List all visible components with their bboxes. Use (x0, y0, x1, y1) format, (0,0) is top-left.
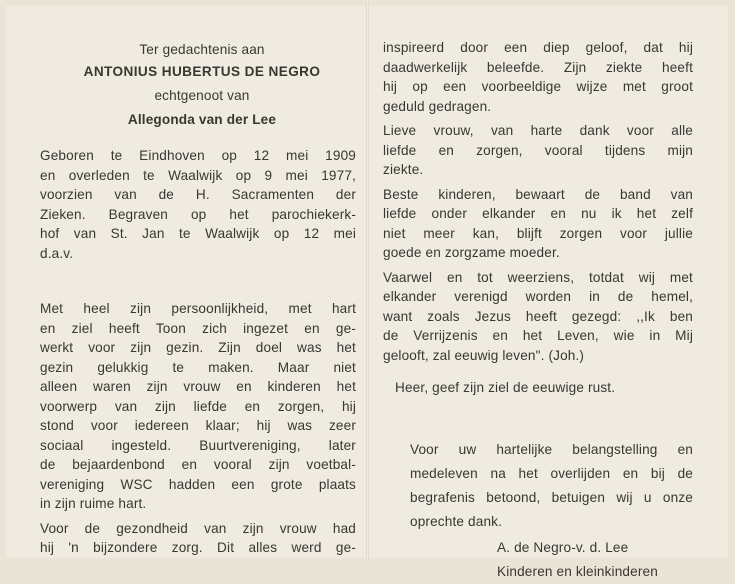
bio-line: Geboren te Eindhoven op 12 mei 1909 (40, 148, 356, 163)
text-line: ziekte. (383, 162, 424, 177)
tribute-line: werkt voor zijn gezin. Zijn doel was het (40, 340, 356, 355)
signature-family: Kinderen en kleinkinderen (497, 563, 658, 579)
text-line: gelooft, zal eeuwig leven". (Joh.) (383, 347, 585, 363)
bio-line: voorzien van de H. Sacramenten der (40, 187, 356, 202)
left-page (40, 40, 356, 558)
card-fold-line (366, 0, 369, 563)
bio-line: Zieken. Begraven op het parochiekerk- (40, 206, 356, 222)
tribute-line: Met heel zijn persoonlijkheid, met hart (40, 301, 356, 316)
text-line: want zoals Jezus heeft gezegd: ,,Ik ben (383, 308, 693, 324)
text-line: medeleven na het overlijden en bij de (410, 465, 693, 481)
memorial-header (40, 40, 356, 132)
tribute-line: alleen waren zijn vrouw en kinderen het (40, 379, 356, 394)
text-line: elkander verenigd worden in de hemel, (383, 289, 693, 304)
thanks-paragraph (383, 438, 693, 534)
text-line: hij op een voorbeeldige wijze met groot (383, 79, 693, 94)
text-line: Beste kinderen, bewaart de band van (383, 186, 693, 202)
signature-widow: A. de Negro-v. d. Lee (497, 539, 629, 555)
text-line: geduld gedragen. (383, 98, 492, 114)
tribute-line: vereniging WSC hadden een grote plaats (40, 476, 356, 492)
tribute-paragraph-1 (40, 299, 356, 514)
text-line: Lieve vrouw, van harte dank voor alle (383, 123, 693, 138)
children-paragraph (383, 185, 693, 263)
deceased-name: ANTONIUS HUBERTUS DE NEGRO (83, 64, 321, 79)
tribute-line: in zijn ruime hart. (40, 496, 147, 511)
tribute-line: stond voor iedereen klaar; hij was zeer (40, 418, 356, 433)
right-page (383, 38, 693, 584)
text-line: Vaarwel en tot weerziens, totdat wij met (383, 269, 693, 285)
text-line: inspireerd door een diep geloof, dat hij (383, 40, 693, 55)
header-relation: echtgenoot van (154, 88, 250, 103)
faith-paragraph (383, 38, 693, 116)
bio-line: en overleden te Waalwijk op 9 mei 1977, (40, 167, 356, 183)
tribute-line: en ziel heeft Toon zich ingezet en ge- (40, 320, 356, 336)
text-line: liefde onder elkander en nu ik het zelf (383, 206, 693, 221)
prayer-line: Heer, geef zijn ziel de eeuwige rust. (395, 380, 616, 395)
text-line: begrafenis betoond, betuigen wij u onze (410, 489, 693, 505)
header-intro: Ter gedachtenis aan (139, 42, 265, 57)
farewell-paragraph (383, 268, 693, 366)
biography-paragraph (40, 146, 356, 263)
text-line: niet meer kan, blijft zorgen voor jullie (383, 225, 693, 241)
wife-paragraph (383, 121, 693, 180)
text-line: liefde en zorgen, vooral tijdens mijn (383, 142, 693, 158)
text-line: goede en zorgzame moeder. (383, 245, 560, 260)
tribute-line: gezin gelukkig te maken. Maar niet (40, 359, 356, 375)
tribute-line: Voor de gezondheid van zijn vrouw had (40, 520, 356, 536)
tribute-paragraph-2 (40, 519, 356, 558)
spouse-name: Allegonda van der Lee (127, 112, 277, 127)
tribute-line: sociaal ingesteld. Buurtvereniging, later (40, 437, 356, 453)
text-line: Voor uw hartelijke belangstelling en (410, 441, 693, 457)
tribute-line: hij 'n bijzondere zorg. Dit alles werd ge- (40, 540, 356, 555)
tribute-line: de bejaardenbond en vooral zijn voetbal- (40, 457, 356, 472)
tribute-line: voorwerp van zijn liefde en zorgen, hij (40, 398, 356, 414)
text-line: daadwerkelijk beleefde. Zijn ziekte heeft (383, 59, 693, 75)
text-line: oprechte dank. (410, 513, 503, 529)
bio-line: d.a.v. (40, 245, 74, 261)
bio-line: hof van St. Jan te Waalwijk op 12 mei (40, 226, 356, 241)
text-line: de Verrijzenis en het Leven, wie in Mij (383, 328, 693, 343)
